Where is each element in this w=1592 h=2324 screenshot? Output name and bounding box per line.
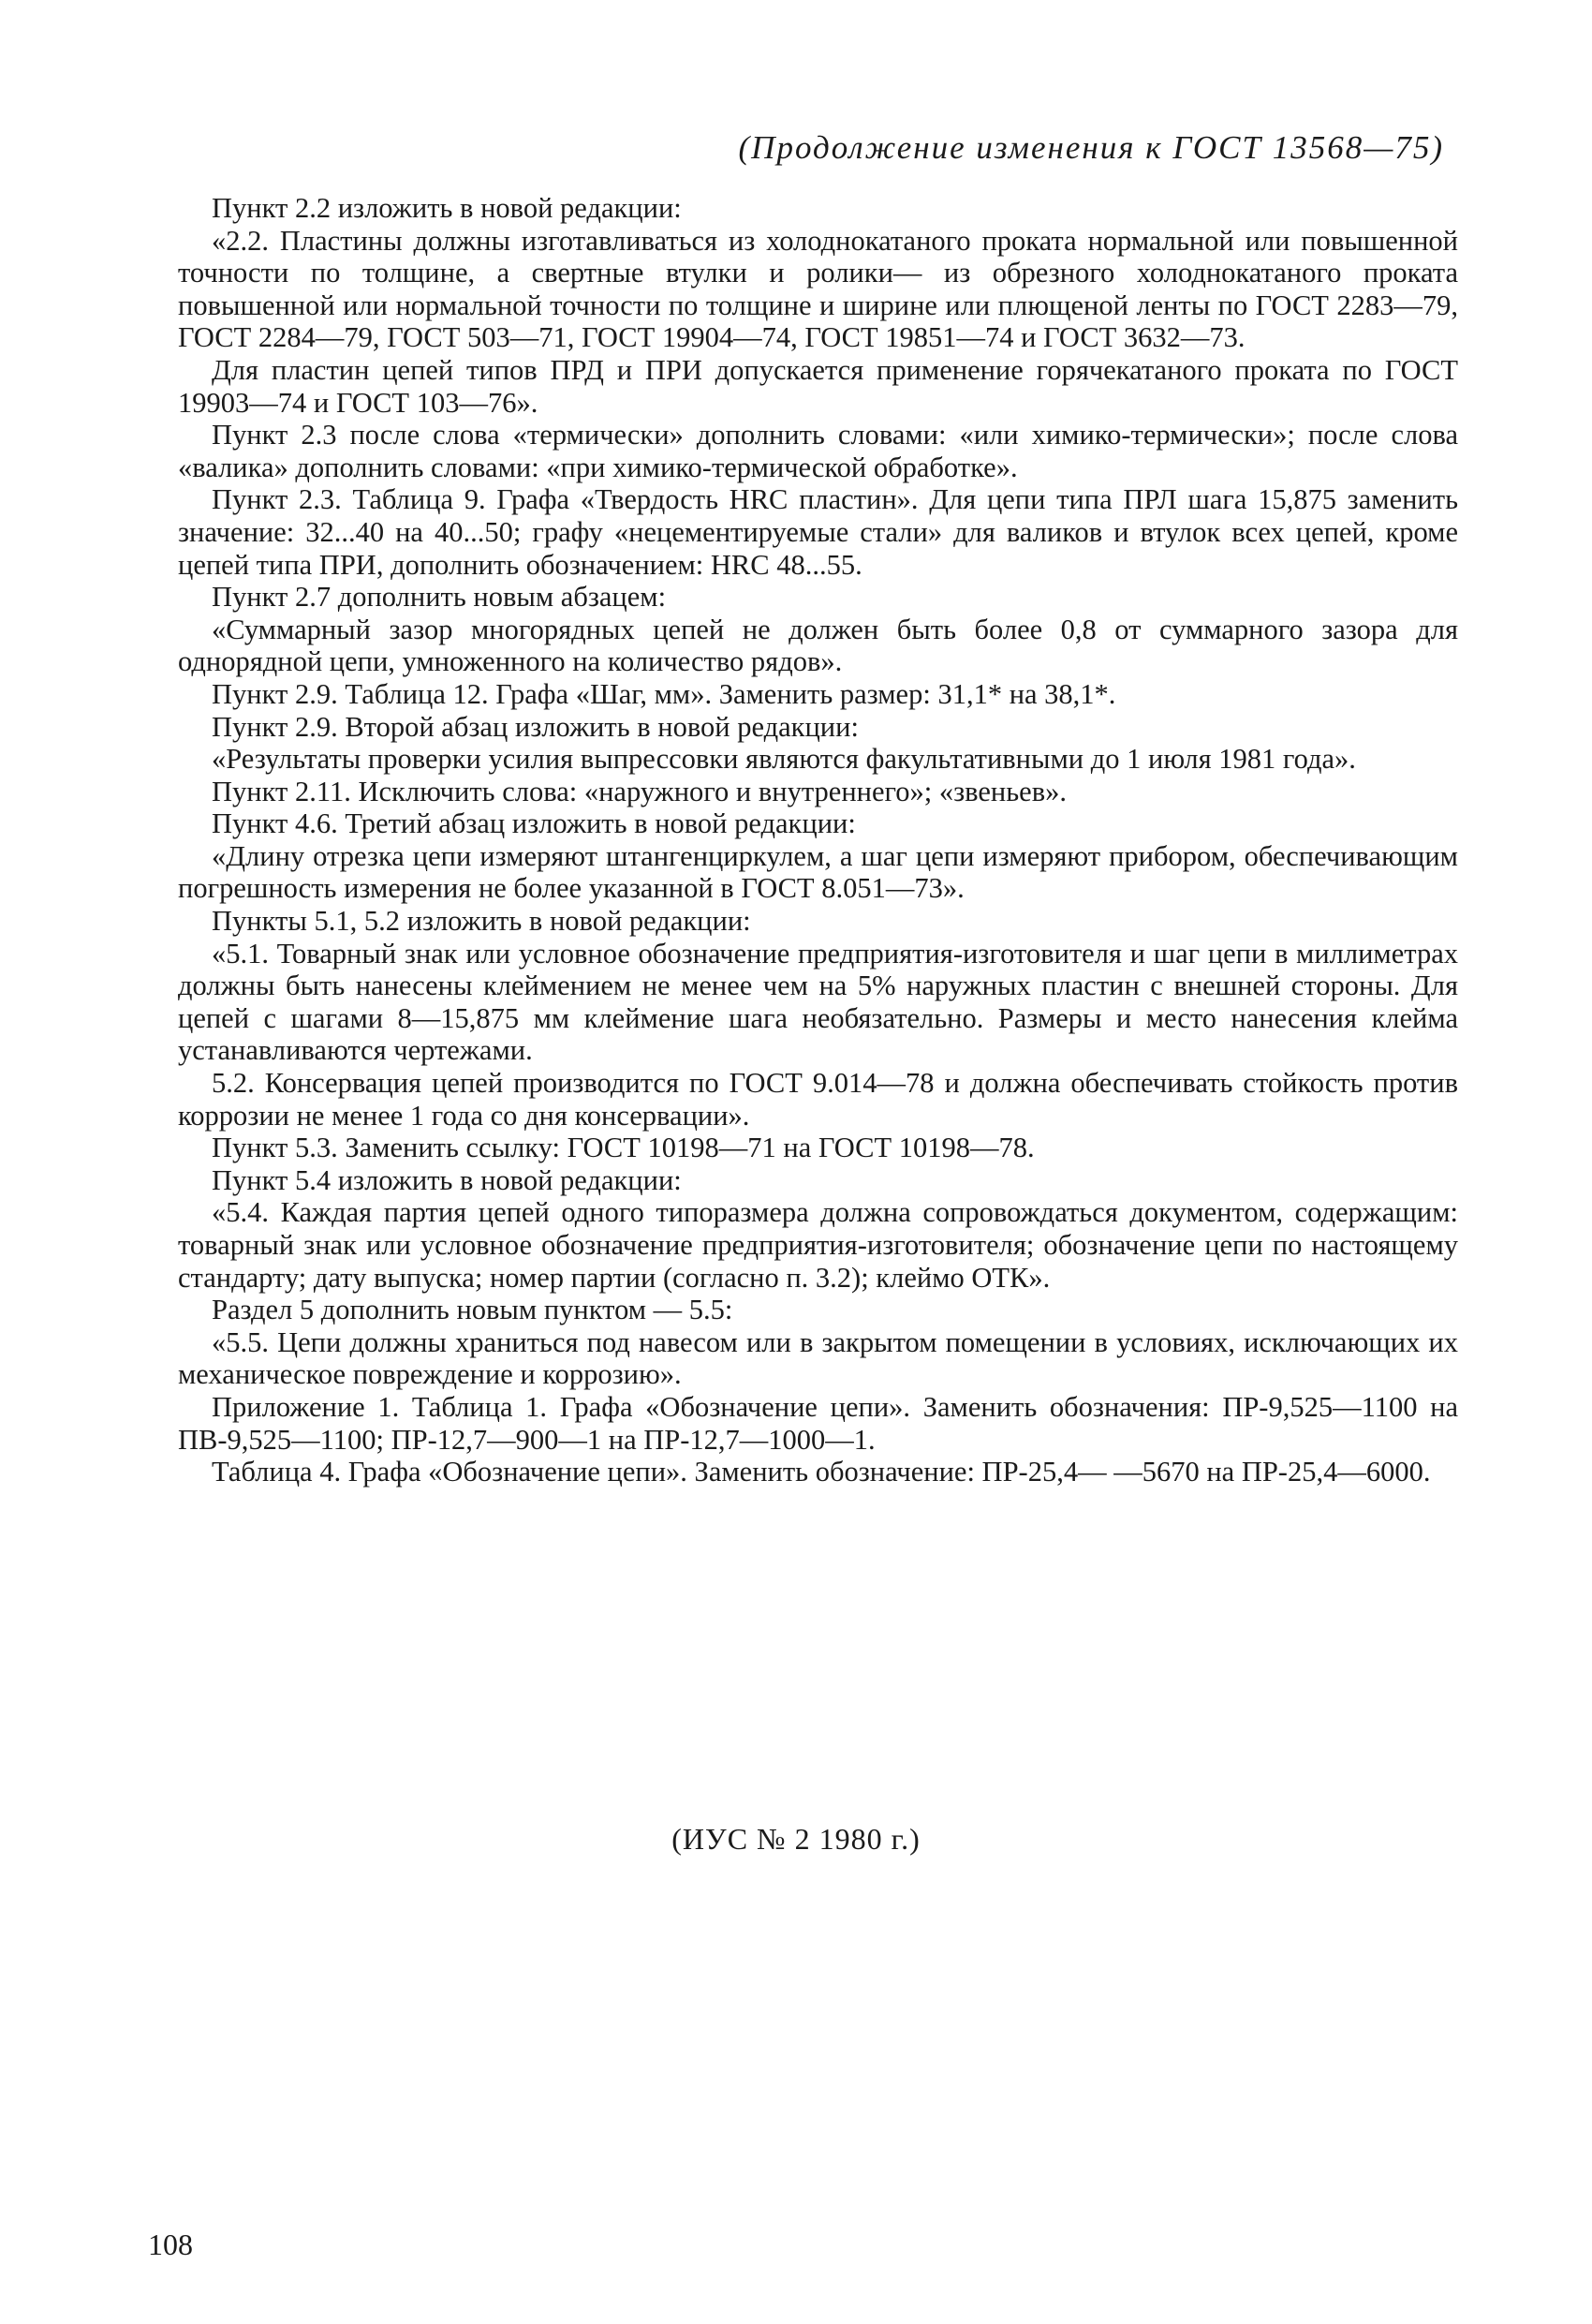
source-reference: (ИУС № 2 1980 г.) bbox=[671, 1822, 921, 1856]
paragraph: Пункт 2.3 после слова «термически» дополнить словами: «или химико-термически»; после слова «валика» дополнить словами: «при химико-термической обработке». bbox=[178, 419, 1458, 483]
paragraph: «Суммарный зазор многорядных цепей не должен быть более 0,8 от суммарного зазора для однорядной цепи, умноженного на количество рядов». bbox=[178, 613, 1458, 678]
paragraph: Пункт 2.3. Таблица 9. Графа «Твердость HRC пластин». Для цепи типа ПРЛ шага 15,875 заменить значение: 32...40 на 40...50; графу «нецементируемые стали» для валиков и втулок всех цепей, кроме цепей типа ПРИ, дополнить обозначением: HRC 48...55. bbox=[178, 483, 1458, 581]
running-title: (Продолжение изменения к ГОСТ 13568—75) bbox=[738, 129, 1444, 166]
paragraph: Таблица 4. Графа «Обозначение цепи». Заменить обозначение: ПР-25,4— —5670 на ПР-25,4—6000. bbox=[212, 1456, 1431, 1488]
paragraph: Раздел 5 дополнить новым пунктом — 5.5: bbox=[212, 1294, 733, 1326]
paragraph: Пункт 5.3. Заменить ссылку: ГОСТ 10198—71 на ГОСТ 10198—78. bbox=[212, 1132, 1035, 1164]
paragraph: Пункт 2.2 изложить в новой редакции: bbox=[212, 192, 682, 224]
paragraph: Для пластин цепей типов ПРД и ПРИ допускается применение горячекатаного проката по ГОСТ 19903—74 и ГОСТ 103—76». bbox=[178, 353, 1458, 419]
page-number: 108 bbox=[148, 2228, 193, 2261]
paragraph: Пункт 5.4 изложить в новой редакции: bbox=[212, 1163, 682, 1196]
paragraph: Пункты 5.1, 5.2 изложить в новой редакции: bbox=[212, 905, 751, 938]
paragraph: «5.1. Товарный знак или условное обозначение предприятия-изготовителя и шаг цепи в миллиметрах должны быть нанесены клеймением не менее чем на 5% наружных пластин с внешней стороны. Для цепей с шагами 8—15,875 мм клеймение шага необязательно. Размеры и место нанесения клейма устанавливаются чертежами. bbox=[178, 937, 1458, 1067]
paragraph: Приложение 1. Таблица 1. Графа «Обозначение цепи». Заменить обозначения: ПР-9,525—1100 на ПВ-9,525—1100; ПР-12,7—900—1 на ПР-12,7—1000—1. bbox=[178, 1390, 1458, 1456]
paragraph: «Результаты проверки усилия выпрессовки являются факультативными до 1 июля 1981 года». bbox=[212, 743, 1356, 776]
body-text bbox=[178, 192, 1458, 1488]
paragraph: 5.2. Консервация цепей производится по ГОСТ 9.014—78 и должна обеспечивать стойкость против коррозии не менее 1 года со дня консервации». bbox=[178, 1067, 1458, 1132]
paragraph: «Длину отрезка цепи измеряют штангенциркулем, а шаг цепи измеряют прибором, обеспечивающим погрешность измерения не более указанной в ГОСТ 8.051—73». bbox=[178, 839, 1458, 905]
paragraph: Пункт 2.11. Исключить слова: «наружного и внутреннего»; «звеньев». bbox=[212, 775, 1067, 807]
paragraph: Пункт 2.7 дополнить новым абзацем: bbox=[212, 581, 667, 614]
paragraph: «5.5. Цепи должны храниться под навесом или в закрытом помещении в условиях, исключающих их механическое повреждение и коррозию». bbox=[178, 1325, 1458, 1391]
paragraph: «2.2. Пластины должны изготавливаться из холоднокатаного проката нормальной или повышенной точности по толщине, а свертные втулки и ролики— из обрезного холоднокатаного проката повышенной или нормальной точности по толщине и ширине или плющеной ленты по ГОСТ 2283—79, ГОСТ 2284—79, ГОСТ 503—71, ГОСТ 19904—74, ГОСТ 19851—74 и ГОСТ 3632—73. bbox=[178, 224, 1458, 354]
paragraph: Пункт 2.9. Таблица 12. Графа «Шаг, мм». Заменить размер: 31,1* на 38,1*. bbox=[212, 677, 1116, 710]
paragraph: Пункт 2.9. Второй абзац изложить в новой редакции: bbox=[212, 710, 859, 743]
paragraph: «5.4. Каждая партия цепей одного типоразмера должна сопровождаться документом, содержащим: товарный знак или условное обозначение предприятия-изготовителя; обозначение цепи по настоящему стандарту; дату выпуска; номер партии (согласно п. 3.2); клеймо ОТК». bbox=[178, 1196, 1458, 1294]
paragraph: Пункт 4.6. Третий абзац изложить в новой редакции: bbox=[212, 807, 856, 840]
